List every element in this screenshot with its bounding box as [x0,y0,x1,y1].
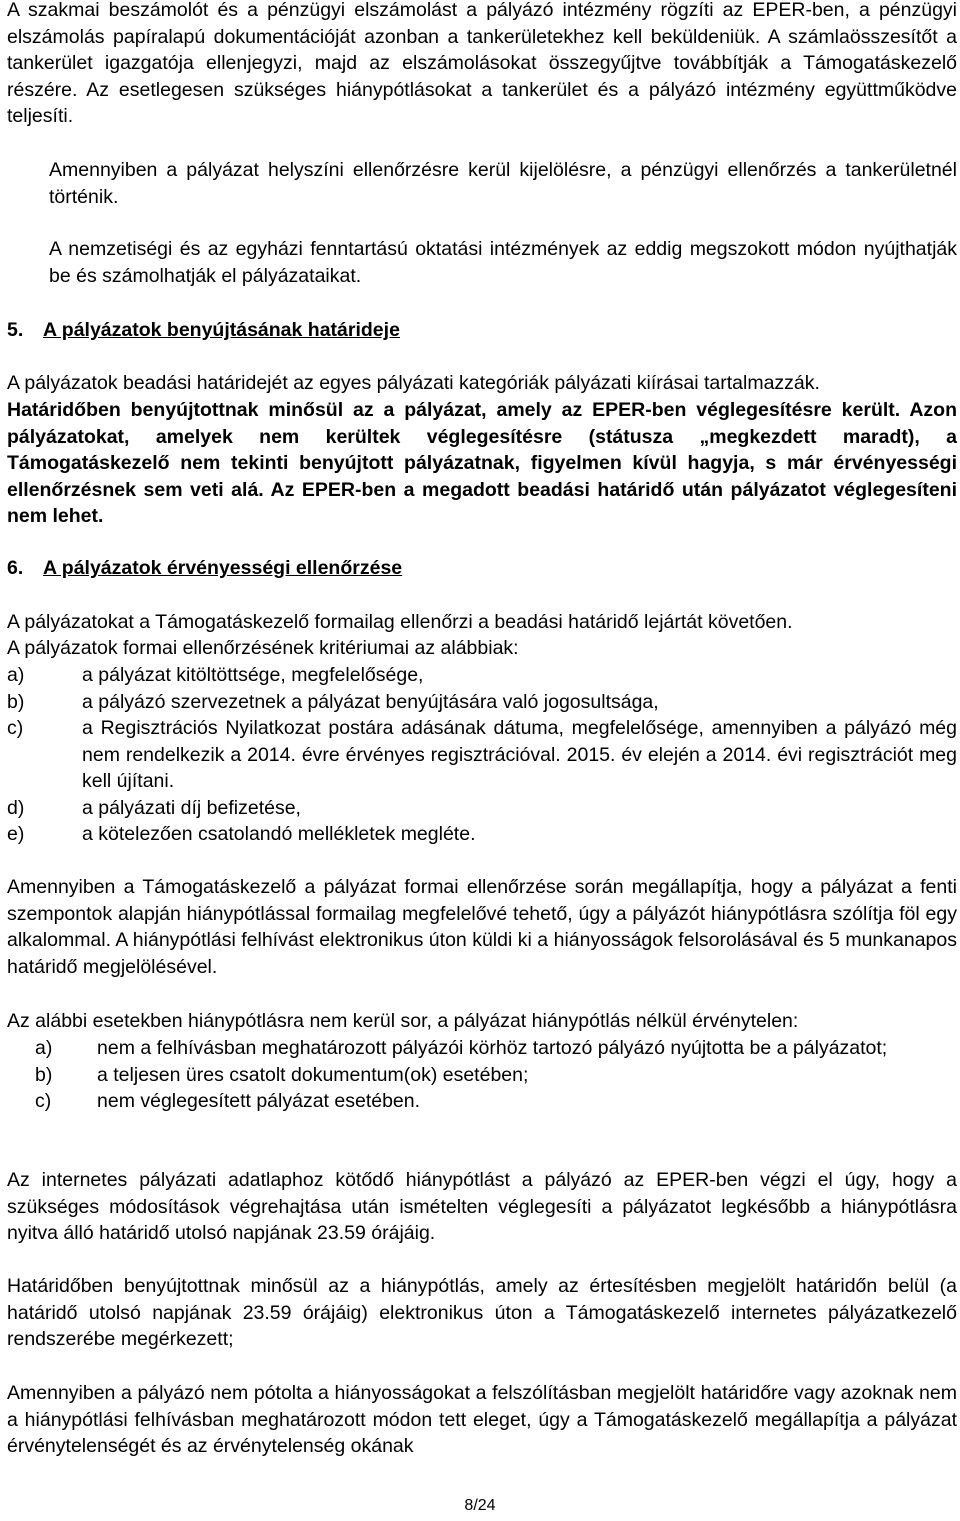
paragraph-reporting: A szakmai beszámolót és a pénzügyi elszámolást a pályázó intézmény rögzíti az EPER-ben, a pénzügyi elszámolás papíralapú dokumentációját azonban a tankerületekhez kell beküldeniük. A számlaösszesítőt a tankerület igazgatója ellenjegyzi, majd az elszámolásokat összegyűjtve továbbítják a Támogatáskezelő részére. Az esetlegesen szükséges hiánypótlásokat a tankerület és a pályázó intézmény együttműködve teljesíti. [7,0,957,127]
paragraph-formal-deficiency: Amennyiben a Támogatáskezelő a pályázat formai ellenőrzése során megállapítja, hogy a pályázat a fenti szempontok alapján hiánypótlással formailag megfelelővé tehető, úgy a pályázót hiánypótlásra szólítja föl egy alkalommal. A hiánypótlási felhívást elektronikus úton küldi ki a hiányosságok felsorolásával és 5 munkanapos határidő megjelölésével. [7,876,957,978]
section-5-title: A pályázatok benyújtásának határideje [43,319,400,341]
list-item: a) nem a felhívásban meghatározott pályázói körhöz tartozó pályázó nyújtotta be a pályázatot; [35,1037,888,1059]
invalid-cases-list [7,1035,957,1115]
paragraph-nationality-schools: A nemzetiségi és az egyházi fenntartású oktatási intézmények az eddig megszokott módon nyújthatják be és számolhatják el pályázataikat. [49,238,957,287]
paragraph-internet-form: Az internetes pályázati adatlaphoz kötődő hiánypótlást a pályázó az EPER-ben végzi el úgy, hogy a szükséges módosítások végrehajtása után ismételten véglegesíti a pályázatot legkésőbb a hiánypótlásra nyitva álló határidő utolsó napjának 23.59 órájáig. [7,1169,957,1244]
section-5-number: 5. [7,319,24,341]
section-5-heading [7,317,400,344]
paragraph-invalidity: Amennyiben a pályázó nem pótolta a hiányosságokat a felszólításban megjelölt határidőre vagy azoknak nem a hiánypótlási felhívásban meghatározott módon tett eleget, úgy a Támogatáskezelő megállapítja a pályázat érvénytelenségét és az érvénytelenség okának [7,1382,957,1457]
paragraph-deadline-info: A pályázatok beadási határidejét az egyes pályázati kategóriák pályázati kiírásai tartalmazzák. [7,372,820,394]
section-6-number: 6. [7,557,24,579]
page-number: 8/24 [464,1497,496,1514]
list-item: b) a pályázó szervezetnek a pályázat benyújtására való jogosultsága, [7,690,659,713]
paragraph-onsite-check: Amennyiben a pályázat helyszíni ellenőrzésre kerül kijelölésre, a pénzügyi ellenőrzés a tankerületnél történik. [49,159,957,208]
paragraph-criteria-intro: A pályázatok formai ellenőrzésének kritériumai az alábbiak: [7,637,519,659]
paragraph-invalid-cases-intro: Az alábbi esetekben hiánypótlásra nem kerül sor, a pályázat hiánypótlás nélkül érvénytelen: [7,1010,799,1032]
section-6-heading [7,555,402,582]
list-item: d) a pályázati díj befizetése, [7,796,301,819]
paragraph-deadline-rules: Határidőben benyújtottnak minősül az a pályázat, amely az EPER-ben véglegesítésre került. Azon pályázatokat, amelyek nem kerültek véglegesítésre (státusza „megkezdett maradt), a Támogatáskezelő nem tekinti benyújtott pályázatnak, figyelmen kívül hagyja, s már érvényességi ellenőrzésnek sem veti alá. Az EPER-ben a megadott beadási határidő után pályázatot véglegesíteni nem lehet. [7,399,957,527]
section-6-title: A pályázatok érvényességi ellenőrzése [43,557,403,579]
list-item: c) nem véglegesített pályázat esetében. [35,1090,421,1112]
list-item: c) a Regisztrációs Nyilatkozat postára adásának dátuma, megfelelősége, amennyiben a pályázó még nem rendelkezik a 2014. évre érvényes regisztrációval. 2015. év elején a 2014. évi regisztrációt meg kell újítani. [7,717,957,792]
paragraph-deficiency-deadline: Határidőben benyújtottnak minősül az a hiánypótlás, amely az értesítésben megjelölt határidőn belül (a határidő utolsó napjának 23.59 órájáig) elektronikus úton a Támogatáskezelő internetes pályázatkezelő rendszerébe megérkezett; [7,1275,957,1350]
list-item: e) a kötelezően csatolandó mellékletek megléte. [7,823,476,845]
criteria-list [7,662,957,848]
paragraph-formal-check: A pályázatokat a Támogatáskezelő formailag ellenőrzi a beadási határidő lejártát követően. [7,611,793,633]
list-item: a) a pályázat kitöltöttsége, megfelelősége, [7,664,424,686]
list-item: b) a teljesen üres csatolt dokumentum(ok) esetében; [35,1063,529,1086]
